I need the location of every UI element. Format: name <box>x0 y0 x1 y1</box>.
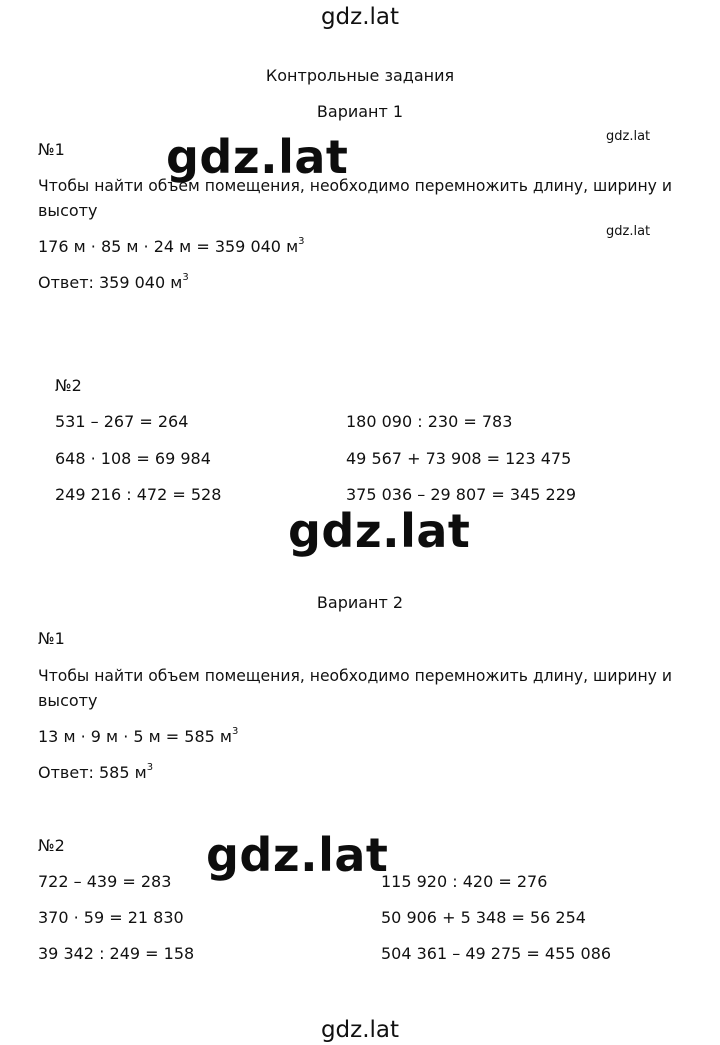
variant-1-task-2-right-3: 375 036 – 29 807 = 345 229 <box>346 485 577 504</box>
variant-2-task-2-left-3: 39 342 : 249 = 158 <box>38 944 195 963</box>
variant-2-task-2-right-1: 115 920 : 420 = 276 <box>381 872 548 891</box>
variant-2-task-2-right-3: 504 361 – 49 275 = 455 086 <box>381 944 612 963</box>
watermark-small-2: gdz.lat <box>606 224 651 239</box>
variant-1-heading: Вариант 1 <box>316 102 404 121</box>
variant-1-task-1-answer: Ответ: 359 040 $м^3$ <box>38 271 189 292</box>
superscript: 3 <box>231 725 239 737</box>
variant-1-task-2-left-2: 648 · 108 = 69 984 <box>55 449 211 468</box>
page-title: Контрольные задания <box>265 66 455 85</box>
variant-2-heading: Вариант 2 <box>316 593 404 612</box>
variant-1-task-2-right-1: 180 090 : 230 = 783 <box>346 412 513 431</box>
variant-2-task-2-left-1: 722 – 439 = 283 <box>38 872 172 891</box>
variant-2-task-1-text-line-2: высоту <box>38 691 98 710</box>
superscript: 3 <box>146 761 154 773</box>
variant-2-task-1-number: №1 <box>38 629 65 648</box>
superscript: 3 <box>182 271 189 283</box>
watermark-bottom: gdz.lat <box>320 1017 400 1043</box>
variant-2-task-2-left-2: 370 · 59 = 21 830 <box>38 908 184 927</box>
watermark-small-1: gdz.lat <box>606 129 651 144</box>
variant-2-task-1-text-line-1: Чтобы найти объем помещения, необходимо перемножить длину, ширину и <box>38 667 673 685</box>
variant-2-task-2-number: №2 <box>38 836 65 855</box>
variant-2-task-1-calculation: 13 м · 9 м · 5 м = 585 $м^3$ <box>38 725 239 746</box>
variant-1-task-2-left-1: 531 – 267 = 264 <box>55 412 189 431</box>
variant-1-task-2-left-3: 249 216 : 472 = 528 <box>55 485 222 504</box>
watermark-big-3: gdz.lat <box>206 828 389 882</box>
watermark-big-2: gdz.lat <box>288 504 471 558</box>
variant-1-task-1-text-line-1: Чтобы найти объем помещения, необходимо перемножить длину, ширину и <box>38 177 673 195</box>
variant-1-task-1-text-line-2: высоту <box>38 201 98 220</box>
watermark-top: gdz.lat <box>320 4 400 30</box>
superscript: 3 <box>298 235 305 247</box>
variant-1-task-1-number: №1 <box>38 140 65 159</box>
watermark-big-1: gdz.lat <box>166 130 349 184</box>
variant-2-task-2-right-2: 50 906 + 5 348 = 56 254 <box>381 908 586 927</box>
variant-2-task-1-answer: Ответ: 585 $м^3$ <box>38 761 154 782</box>
variant-1-task-2-number: №2 <box>55 376 82 395</box>
variant-1-task-1-calculation: 176 м · 85 м · 24 м = 359 040 $м^3$ <box>38 235 305 256</box>
variant-1-task-2-right-2: 49 567 + 73 908 = 123 475 <box>346 449 572 468</box>
